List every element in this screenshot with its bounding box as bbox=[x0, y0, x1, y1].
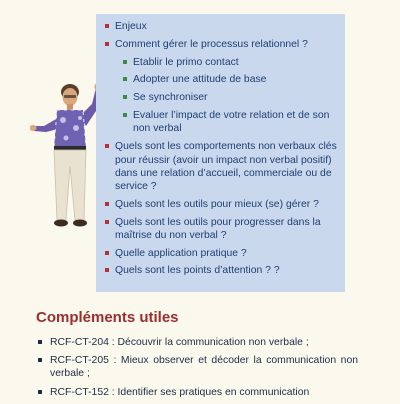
complements-heading: Compléments utiles bbox=[36, 309, 179, 326]
square-bullet-icon bbox=[38, 390, 42, 394]
agenda-item: Comment gérer le processus relationnel ? bbox=[102, 38, 337, 51]
agenda-box bbox=[96, 14, 345, 292]
agenda-subitem: Adopter une attitude de base bbox=[102, 73, 337, 86]
red-square-bullet-icon bbox=[105, 144, 109, 148]
complements-list bbox=[38, 336, 358, 404]
agenda-subitem: Etablir le primo contact bbox=[102, 56, 337, 69]
agenda-subitem: Evaluer l’impact de votre relation et de son non verbal bbox=[102, 109, 337, 136]
agenda-sublist bbox=[102, 56, 337, 136]
green-square-bullet-icon bbox=[123, 77, 127, 81]
agenda-item: Quels sont les outils pour progresser dans la maîtrise du non verbal ? bbox=[102, 216, 337, 243]
agenda-item: Quels sont les comportements non verbaux clés pour réussir (avoir un impact non verbal positif) dans une relation d’accueil, commerciale ou de service ? bbox=[102, 140, 337, 194]
complement-item: RCF-CT-152 : Identifier ses pratiques en communication bbox=[38, 386, 358, 399]
agenda-list-continued bbox=[102, 140, 337, 277]
agenda-list bbox=[102, 20, 337, 51]
green-square-bullet-icon bbox=[123, 60, 127, 64]
complement-item: RCF-CT-205 : Mieux observer et décoder la communication non verbale ; bbox=[38, 354, 358, 380]
square-bullet-icon bbox=[38, 340, 42, 344]
agenda-subitem: Se synchroniser bbox=[102, 91, 337, 104]
agenda-item: Quels sont les outils pour mieux (se) gérer ? bbox=[102, 198, 337, 211]
green-square-bullet-icon bbox=[123, 95, 127, 99]
red-square-bullet-icon bbox=[105, 24, 109, 28]
red-square-bullet-icon bbox=[105, 42, 109, 46]
complement-item: RCF-CT-204 : Découvrir la communication non verbale ; bbox=[38, 336, 358, 349]
agenda-item: Enjeux bbox=[102, 20, 337, 33]
presenter-man-icon bbox=[30, 82, 104, 232]
green-square-bullet-icon bbox=[123, 113, 127, 117]
square-bullet-icon bbox=[38, 358, 42, 362]
agenda-item: Quels sont les points d’attention ? ? bbox=[102, 264, 337, 277]
red-square-bullet-icon bbox=[105, 202, 109, 206]
agenda-item: Quelle application pratique ? bbox=[102, 247, 337, 260]
red-square-bullet-icon bbox=[105, 251, 109, 255]
red-square-bullet-icon bbox=[105, 220, 109, 224]
red-square-bullet-icon bbox=[105, 268, 109, 272]
